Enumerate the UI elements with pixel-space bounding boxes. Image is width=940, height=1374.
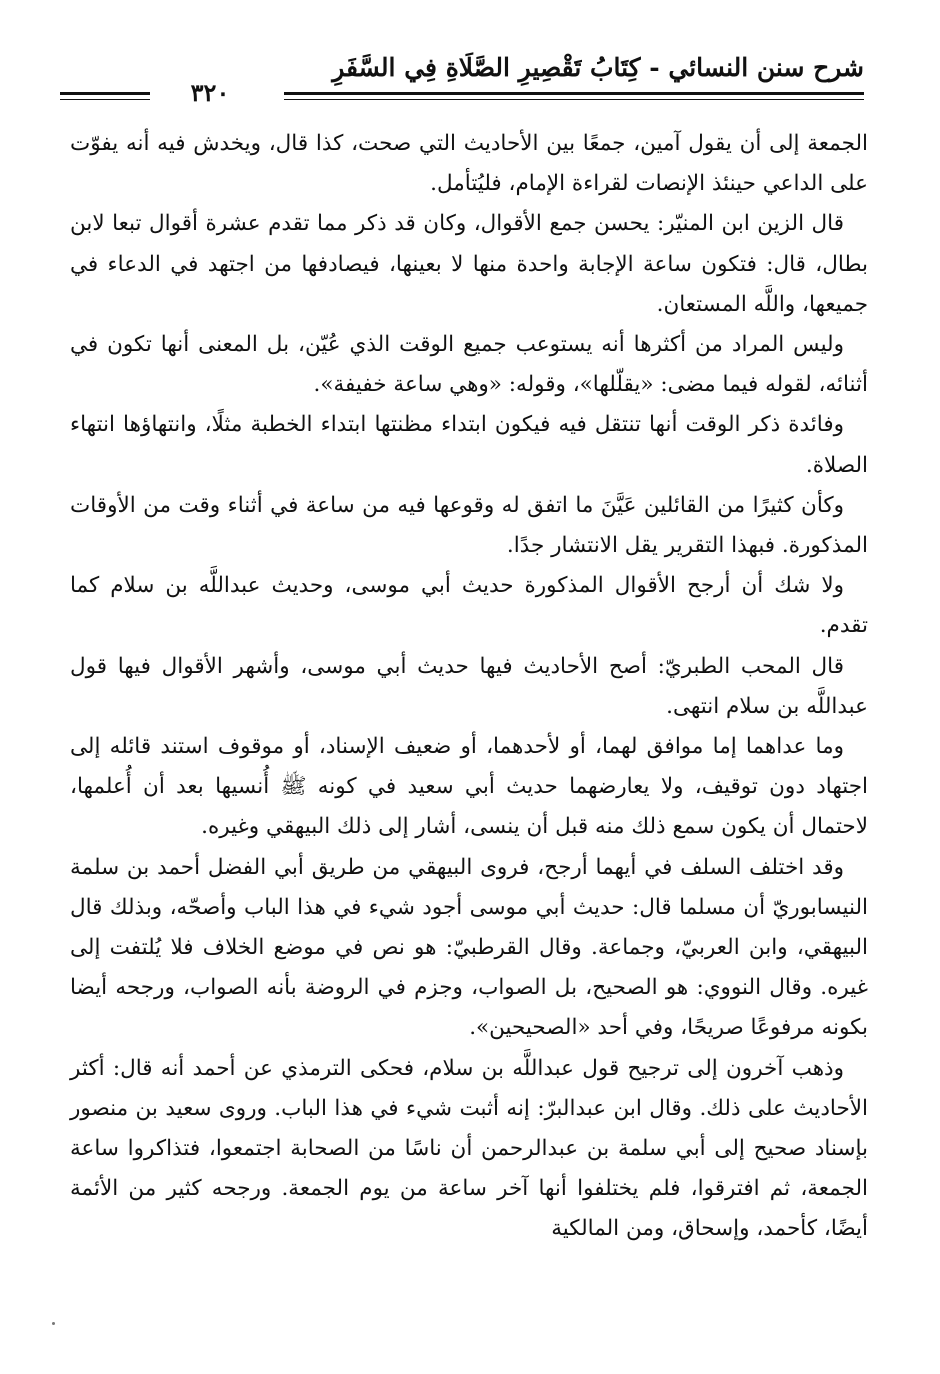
paragraph: ولا شك أن أرجح الأقوال المذكورة حديث أبي موسى، وحديث عبداللَّه بن سلام كما تقدم. xyxy=(70,573,868,639)
scan-speck xyxy=(52,1322,55,1325)
paragraph: قال الزين ابن المنيّر: يحسن جمع الأقوال، وكان قد ذكر مما تقدم عشرة أقوال تبعا لابن بطال، قال: فتكون ساعة الإجابة واحدة منها لا بعينها، فيصادفها من اجتهد في الدعاء في جميعها، واللَّه المستعان. xyxy=(70,211,868,317)
paragraph: وقد اختلف السلف في أيهما أرجح، فروى البيهقي من طريق أبي الفضل أحمد بن سلمة النيسابوريّ أن مسلما قال: حديث أبي موسى أجود شيء في هذا الباب وأصحّه، وبذلك قال البيهقي، وابن العربيّ، وجماعة. وقال القرطبيّ: هو نص في موضع الخلاف فلا يُلتفت إلى غيره. وقال النووي: هو الصحيح، بل الصواب، وجزم في الروضة بأنه الصواب، ورجحه أيضا بكونه مرفوعًا صريحًا، وفي أحد «الصحيحين». xyxy=(70,854,868,1041)
header-rule-left xyxy=(60,92,150,95)
paragraph: وما عداهما إما موافق لهما، أو لأحدهما، أو ضعيف الإسناد، أو موقوف استند قائله إلى اجتهاد دون توقيف، ولا يعارضهما حديث أبي سعيد في كونه ﷺ أُنسيها بعد أن أُعلمها، لاحتمال أن يكون سمع ذلك منه قبل أن ينسى، أشار إلى ذلك البيهقي وغيره. xyxy=(70,734,868,840)
running-header xyxy=(60,48,864,118)
paragraph: الجمعة إلى أن يقول آمين، جمعًا بين الأحاديث التي صحت، كذا قال، ويخدش فيه أنه يفوّت على الداعي حينئذ الإنصات لقراءة الإمام، فليُتأمل. xyxy=(70,131,868,197)
paragraph: وكأن كثيرًا من القائلين عَيَّنَ ما اتفق له وقوعها فيه من ساعة في أثناء وقت من الأوقات المذكورة. فبهذا التقرير يقل الانتشار جدًا. xyxy=(70,492,868,559)
page-number: ٣٢٠ xyxy=(190,78,230,107)
body-text xyxy=(70,124,868,1250)
paragraph: قال المحب الطبريّ: أصح الأحاديث فيها حديث أبي موسى، وأشهر الأقوال فيها قول عبداللَّه بن سلام انتهى. xyxy=(70,653,868,719)
paragraph: وفائدة ذكر الوقت أنها تنتقل فيه فيكون ابتداء مظنتها ابتداء الخطبة مثلًا، وانتهاؤها انتهاء الصلاة. xyxy=(70,412,868,478)
paragraph: وذهب آخرون إلى ترجيح قول عبداللَّه بن سلام، فحكى الترمذي عن أحمد أنه قال: أكثر الأحاديث على ذلك. وقال ابن عبدالبرّ: إنه أثبت شيء في هذا الباب. وروى سعيد بن منصور بإسناد صحيح إلى أبي سلمة بن عبدالرحمن أن ناسًا من الصحابة اجتمعوا، فتذاكروا ساعة الجمعة، ثم افترقوا، فلم يختلفوا أنها آخر ساعة من يوم الجمعة. ورجحه كثير من الأئمة أيضًا، كأحمد، وإسحاق، ومن المالكية xyxy=(70,1055,868,1242)
paragraph: وليس المراد من أكثرها أنه يستوعب جميع الوقت الذي عُيّن، بل المعنى أنها تكون في أثنائه، لقوله فيما مضى: «يقلّلها»، وقوله: «وهي ساعة خفيفة». xyxy=(70,332,868,398)
running-header-title: شرح سنن النسائي - كِتَابُ تَقْصِيرِ الصَّلَاةِ فِي السَّفَرِ xyxy=(332,53,864,82)
header-rule-right xyxy=(284,92,864,95)
